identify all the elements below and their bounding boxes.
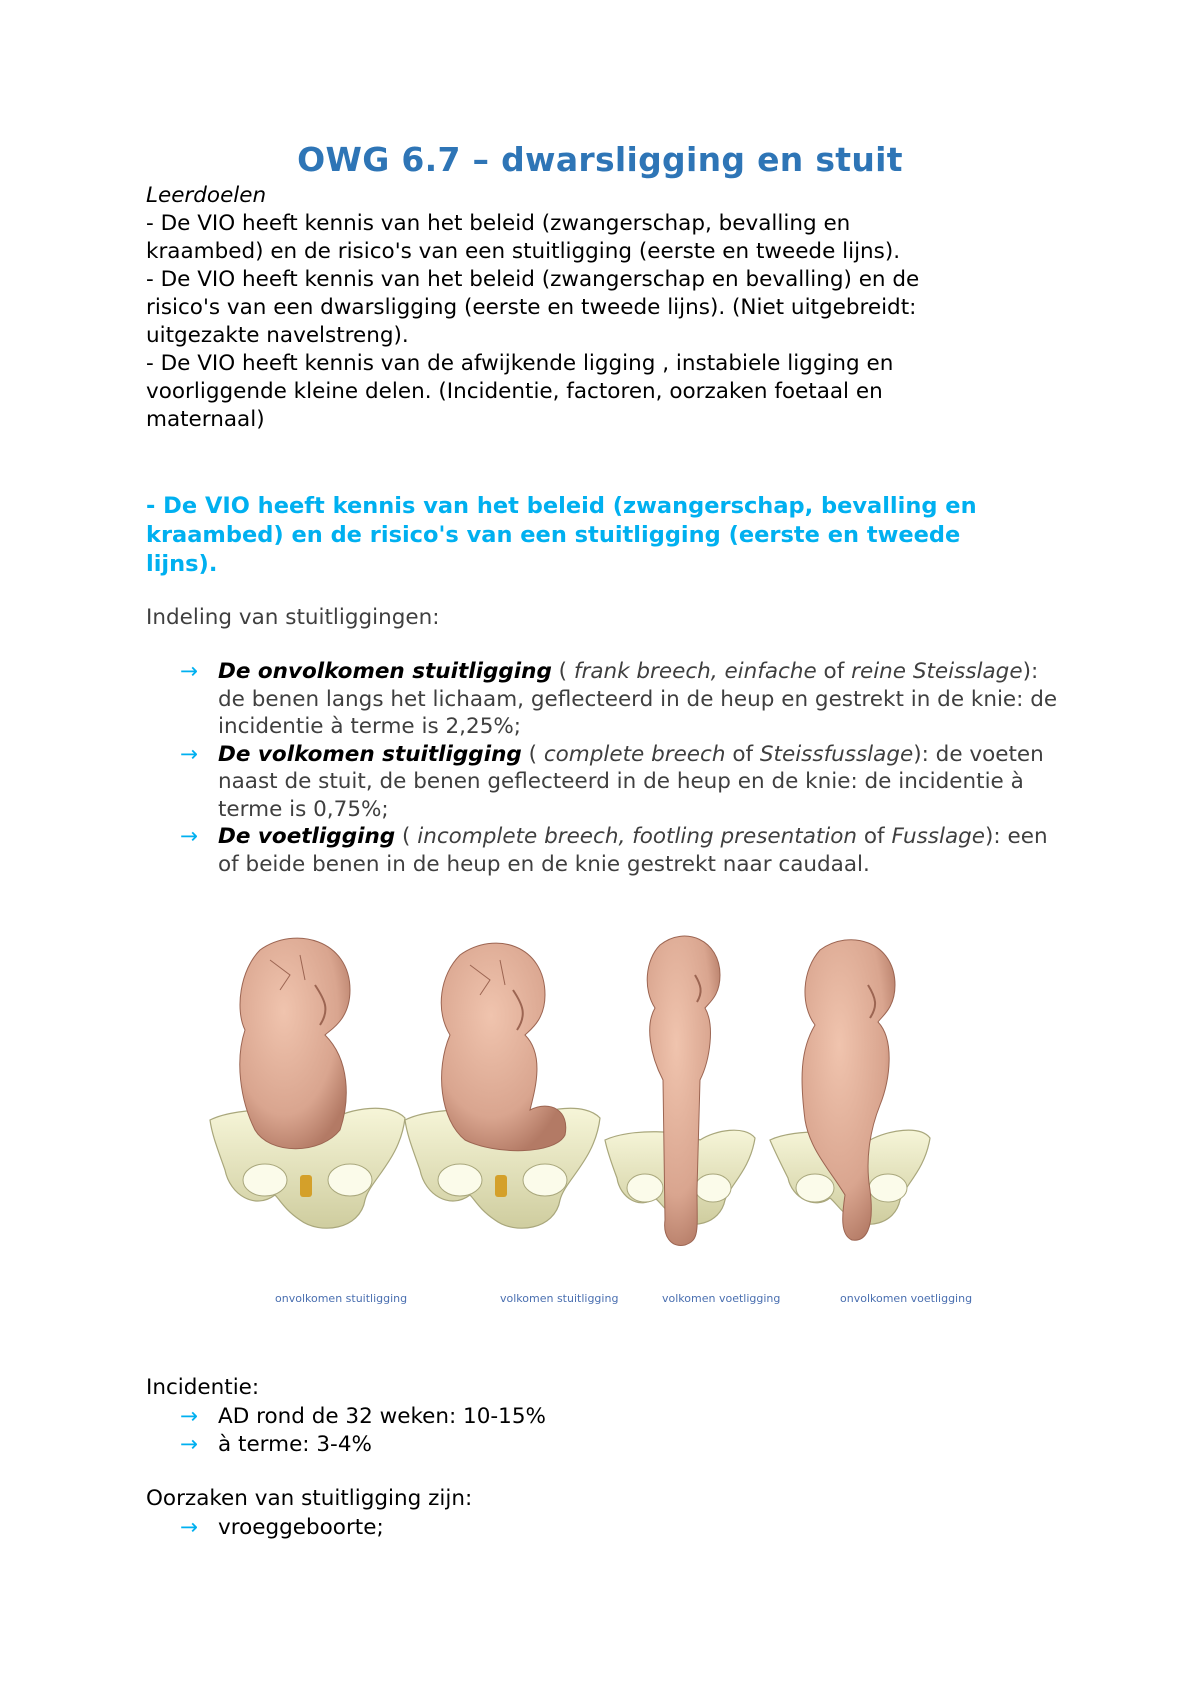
breech-illustration (200, 930, 1020, 1320)
fetus-figure-3 (605, 936, 755, 1245)
arrow-icon: → (180, 1404, 199, 1429)
breech-illustration-svg (200, 930, 1020, 1320)
fetus-figure-4 (770, 940, 930, 1241)
leerdoel-line: - De VIO heeft kennis van de afwijkende ligging , instabiele ligging en (146, 351, 894, 376)
oorzaken-list (180, 1514, 384, 1542)
indeling-heading: Indeling van stuitliggingen: (146, 605, 440, 630)
page-title: OWG 6.7 – dwarsligging en stuit (297, 140, 903, 179)
arrow-icon: → (180, 1515, 199, 1540)
leerdoel-line: - De VIO heeft kennis van het beleid (zwangerschap en bevalling) en de (146, 267, 920, 292)
list-item: → à terme: 3-4% (180, 1432, 372, 1457)
leerdoel-line: kraambed) en de risico's van een stuitligging (eerste en tweede lijns). (146, 239, 901, 264)
arrow-icon: → (180, 741, 199, 767)
section-heading-line: kraambed) en de risico's van een stuitligging (eerste en tweede (146, 522, 961, 548)
list-item: → AD rond de 32 weken: 10-15% (180, 1404, 546, 1429)
leerdoelen-block (146, 182, 1066, 434)
section-heading-line: lijns). (146, 551, 218, 577)
arrow-icon: → (180, 1432, 199, 1457)
arrow-icon: → (180, 659, 199, 684)
section-heading (146, 492, 1076, 579)
incidentie-list (180, 1403, 546, 1459)
figure-caption: onvolkomen stuitligging (275, 1292, 408, 1305)
leerdoel-line: uitgezakte navelstreng). (146, 323, 409, 348)
leerdoel-line: - De VIO heeft kennis van het beleid (zwangerschap, bevalling en (146, 211, 851, 236)
leerdoel-line: risico's van een dwarsligging (eerste en tweede lijns). (Niet uitgebreidt: (146, 295, 917, 320)
indeling-list (180, 658, 1060, 878)
leerdoelen-heading: Leerdoelen (146, 183, 267, 208)
figure-caption: volkomen voetligging (662, 1292, 781, 1305)
arrow-icon: → (180, 824, 199, 849)
leerdoel-line: voorliggende kleine delen. (Incidentie, factoren, oorzaken foetaal en (146, 379, 883, 404)
figure-caption: onvolkomen voetligging (840, 1292, 973, 1305)
list-item: → De onvolkomen stuitligging ( frank breech, einfache of reine Steisslage): de benen langs het lichaam, geflecteerd in de heup en gestrekt in de knie: de incidentie à terme is 2,25%; (180, 659, 1058, 739)
oorzaken-heading: Oorzaken van stuitligging zijn: (146, 1486, 473, 1511)
section-heading-line: - De VIO heeft kennis van het beleid (zwangerschap, bevalling en (146, 493, 977, 519)
leerdoel-line: maternaal) (146, 407, 265, 432)
list-item: → vroeggeboorte; (180, 1515, 384, 1540)
list-item: → De volkomen stuitligging ( complete breech of Steissfusslage): de voeten naast de stuit, de benen geflecteerd in de heup en de knie: de incidentie à terme is 0,75%; (180, 741, 1044, 822)
figure-caption: volkomen stuitligging (500, 1292, 619, 1305)
fetus-figure-1 (210, 938, 405, 1228)
fetus-figure-2 (405, 943, 600, 1228)
incidentie-heading: Incidentie: (146, 1375, 260, 1400)
list-item: → De voetligging ( incomplete breech, footling presentation of Fusslage): een of beide benen in de heup en de knie gestrekt naar caudaal. (180, 824, 1048, 877)
